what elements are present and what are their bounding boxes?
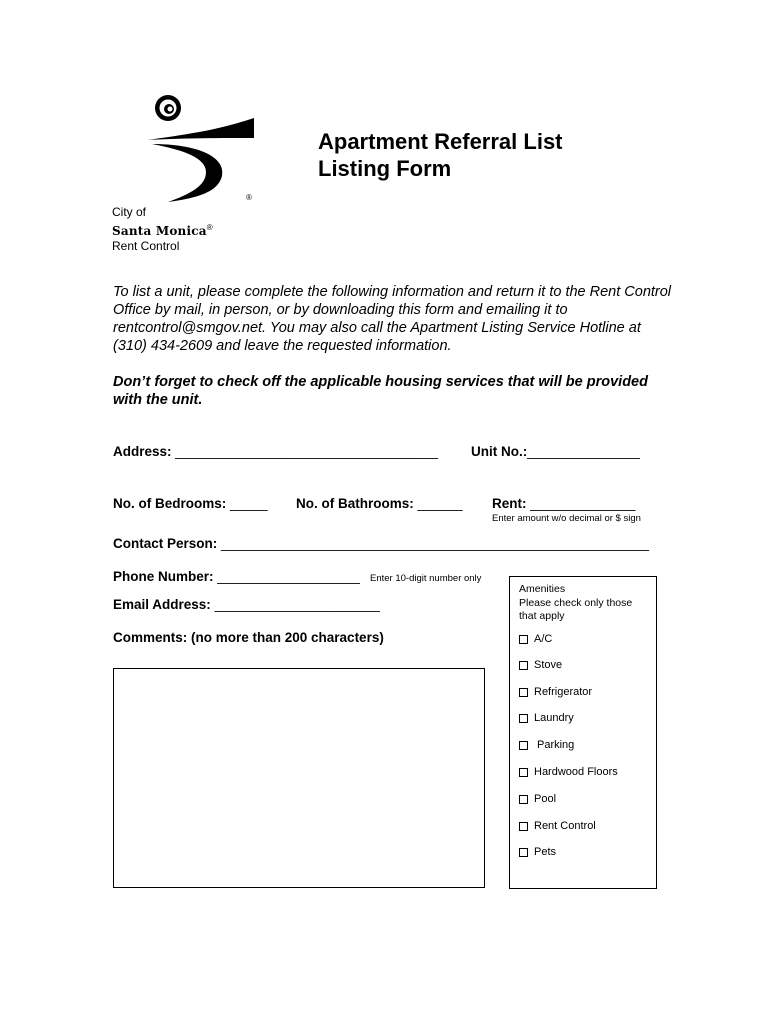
amenity-label: Rent Control xyxy=(534,820,596,832)
title-line-2: Listing Form xyxy=(318,156,452,181)
email-label: Email Address: xyxy=(113,597,211,612)
page-title xyxy=(318,128,563,182)
rent-field[interactable] xyxy=(492,496,635,512)
email-line[interactable]: ______________________ xyxy=(214,597,380,612)
checkbox[interactable] xyxy=(519,661,528,670)
amenities-heading-instruction-2: that apply xyxy=(519,610,565,622)
amenity-label: Stove xyxy=(534,659,563,671)
amenity-refrigerator[interactable] xyxy=(519,685,592,699)
unit-line[interactable]: _______________ xyxy=(527,444,640,459)
amenity-rent-control[interactable] xyxy=(519,819,596,833)
checkbox[interactable] xyxy=(519,714,528,723)
title-line-1: Apartment Referral List xyxy=(318,129,563,154)
rent-hint: Enter amount w/o decimal or $ sign xyxy=(492,513,641,524)
phone-label: Phone Number: xyxy=(113,569,214,584)
org-name: Santa Monica xyxy=(112,224,207,238)
amenity-laundry[interactable] xyxy=(519,711,574,725)
amenity-ac[interactable] xyxy=(519,632,552,646)
amenity-label: Refrigerator xyxy=(534,686,593,698)
checkbox[interactable] xyxy=(519,688,528,697)
checkbox[interactable] xyxy=(519,768,528,777)
amenity-parking[interactable] xyxy=(519,738,574,752)
contact-line[interactable]: _________________________________________________________ xyxy=(221,536,649,551)
contact-label: Contact Person: xyxy=(113,536,218,551)
address-line[interactable]: ___________________________________ xyxy=(175,444,439,459)
bathrooms-label: No. of Bathrooms: xyxy=(296,496,414,511)
amenities-heading-instruction: Please check only those xyxy=(519,596,633,609)
city-logo xyxy=(118,92,258,204)
org-name-mark: ® xyxy=(206,223,213,232)
unit-label: Unit No.: xyxy=(471,444,528,459)
org-line-rent-control: Rent Control xyxy=(112,239,180,253)
amenities-heading-title: Amenities xyxy=(519,583,566,595)
checkbox[interactable] xyxy=(519,741,528,750)
intro-paragraph: To list a unit, please complete the following information and return it to the Rent Control Office by mail, in person, or by downloading this form and emailing it to rentcontrol@smgov.net. You may also call the Apartment Listing Service Hotline at (310) 434-2609 and leave the requested information. xyxy=(113,284,672,354)
bathrooms-line[interactable]: ______ xyxy=(417,496,463,511)
amenity-label: Parking xyxy=(537,739,575,751)
amenity-label: Hardwood Floors xyxy=(534,766,618,778)
email-field[interactable] xyxy=(113,597,380,613)
amenity-stove[interactable] xyxy=(519,658,562,672)
bedrooms-field[interactable] xyxy=(113,496,268,512)
contact-field[interactable] xyxy=(113,536,649,552)
org-line-city-of: City of xyxy=(112,205,147,219)
comments-label: Comments: (no more than 200 characters) xyxy=(113,630,384,645)
amenity-pool[interactable] xyxy=(519,792,556,806)
org-name-block xyxy=(112,205,213,254)
amenity-hardwood-floors[interactable] xyxy=(519,765,618,779)
unit-field[interactable] xyxy=(471,444,640,460)
amenity-label: Laundry xyxy=(534,712,574,724)
registered-mark: ® xyxy=(246,193,252,202)
bedrooms-line[interactable]: _____ xyxy=(230,496,268,511)
amenity-pets[interactable] xyxy=(519,845,556,859)
phone-line[interactable]: ___________________ xyxy=(217,569,360,584)
comments-textarea[interactable] xyxy=(113,668,485,888)
checkbox[interactable] xyxy=(519,795,528,804)
amenities-heading xyxy=(519,583,654,624)
checkbox[interactable] xyxy=(519,635,528,644)
checkbox[interactable] xyxy=(519,848,528,857)
bedrooms-label: No. of Bedrooms: xyxy=(113,496,227,511)
address-field[interactable] xyxy=(113,444,438,460)
phone-field[interactable] xyxy=(113,569,360,585)
rent-label: Rent: xyxy=(492,496,527,511)
org-line-santa-monica xyxy=(112,220,213,239)
amenity-label: Pets xyxy=(534,846,557,858)
rent-line[interactable]: ______________ xyxy=(530,496,636,511)
amenity-label: A/C xyxy=(534,633,553,645)
reminder-paragraph: Don’t forget to check off the applicable housing services that will be provided with the unit. xyxy=(113,374,648,408)
bathrooms-field[interactable] xyxy=(296,496,463,512)
logo-spiral xyxy=(155,95,181,121)
amenity-label: Pool xyxy=(534,793,557,805)
checkbox[interactable] xyxy=(519,822,528,831)
address-label: Address: xyxy=(113,444,172,459)
phone-hint: Enter 10-digit number only xyxy=(370,573,482,584)
